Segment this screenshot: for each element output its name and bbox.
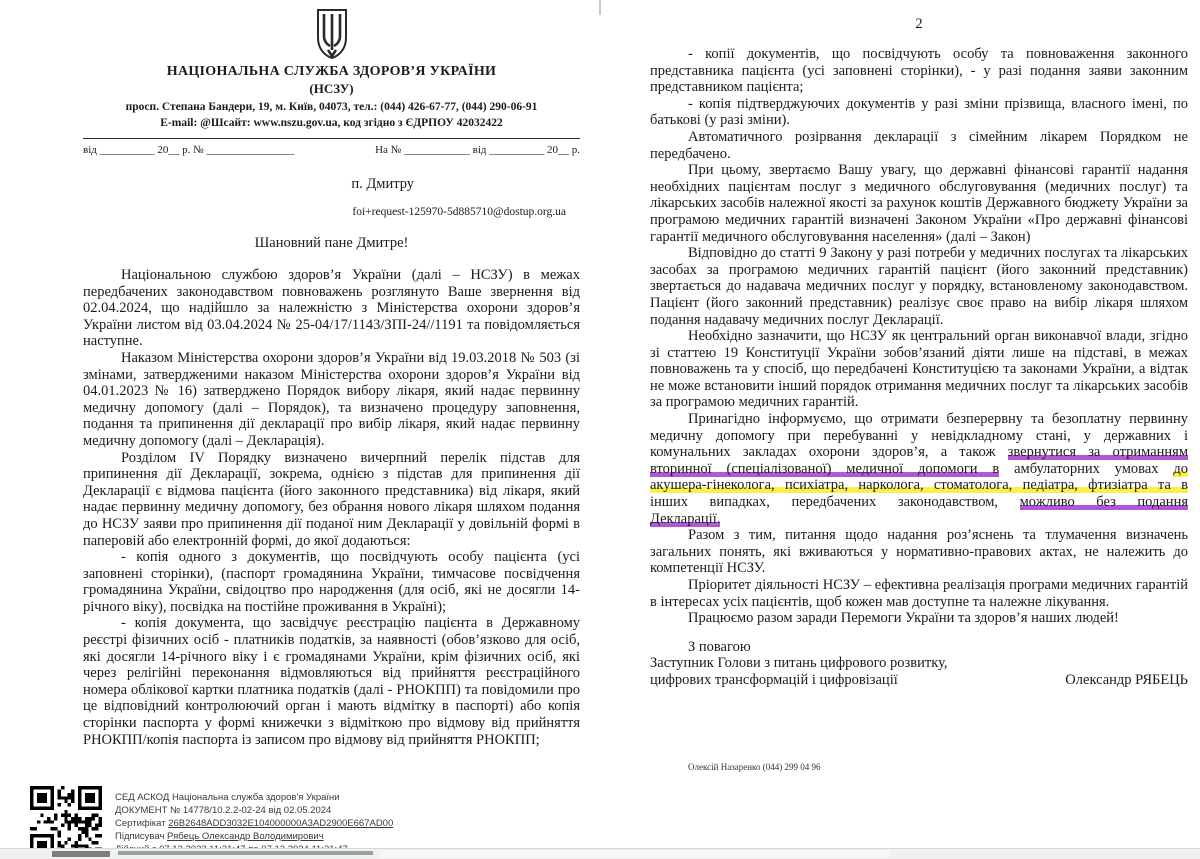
text-line	[650, 511, 1188, 528]
page-2-body	[650, 46, 1188, 627]
ref-outgoing: від __________ 20__ р. № ________________	[83, 144, 295, 156]
scan-artifact	[118, 851, 373, 855]
underlined-value: 26B2648ADD3032E104000000A3AD2900E667AD00	[168, 818, 394, 829]
signature-row	[650, 672, 1188, 689]
org-abbreviation: (НСЗУ)	[309, 81, 354, 96]
page-1-body	[83, 267, 580, 748]
text-segment: Принагідно інформуємо, що отримати безперервну та безоплатну первинну	[688, 411, 1188, 428]
org-email-line: E-mail: @Шсайт: www.nszu.gov.ua, код згідно з ЄДРПОУ 42032422	[160, 117, 503, 129]
stamp-text	[115, 786, 393, 856]
paragraph: Працюємо разом заради Перемоги України та здоров’я наших людей!	[688, 610, 1119, 627]
coat-of-arms-icon	[315, 8, 349, 60]
paragraph: - копія документа, що засвідчує реєстрацію пацієнта в Державному реєстрі фізичних осіб - платників податків, за наявності (обов’язково для осіб, які досягли 14-річного віку і є громадянами України, крім фізичних осіб, які через релігійні переконання відмовляються від прийняття реєстраційного номера облікової картки платника податків (далі - РНОКПП) та повідомили про це відповідний контролюючий орган і мають відмітку в паспорті) або копія сторінки паспорта у формі книжечки з відміткою про відмову від прийняття РНОКПП/копія паспорта із записом про відмову від прийняття РНОКПП;	[83, 615, 580, 748]
text-line	[650, 477, 1188, 494]
page-1	[0, 0, 600, 849]
paragraph: Необхідно зазначити, що НСЗУ як центральний орган виконавчої влади, згідно зі статтею 19 Конституції України зобов’язаний діяти лише на підставі, в межах повноважень та у спосіб, що передбачені Конституцією та законами України, а відтак не може встановити інший порядок отримання медичних послуг та лікарських засобів за програмою медичних гарантій.	[650, 328, 1188, 411]
paragraph: Разом з тим, питання щодо надання роз’яснень та тлумачення визначень загальних понять, які вживаються у нормативно-правових актах, не належить до компетенції НСЗУ.	[650, 527, 1188, 577]
purple-marker-highlight: звернутися за отриманням	[1007, 444, 1188, 461]
org-name: НАЦІОНАЛЬНА СЛУЖБА ЗДОРОВ’Я УКРАЇНИ	[166, 64, 497, 79]
letterhead	[83, 0, 580, 156]
signer-title-line-1: Заступник Голови з питань цифрового розвитку,	[650, 655, 948, 672]
paragraph: При цьому, звертаємо Вашу увагу, що державні фінансові гарантії надання необхідних пацієнтам послуг з медичного обслуговування (медичних послуг) та лікарських засобів належної якості за рахунок коштів Державного бюджету України за програмою медичних гарантій визначені Законом України «Про державні фінансові гарантії медичного обслуговування населення» (далі – Закон)	[650, 162, 1188, 245]
page-number: 2	[915, 16, 923, 32]
text-segment: медичну допомогу при перебуванні у невідкладному стані, у державних і	[650, 427, 1188, 444]
addressee: п. Дмитру	[351, 176, 415, 192]
page-2-content	[650, 0, 1188, 689]
signer-title-line-2: цифрових трансформацій і цифровізації	[650, 671, 898, 688]
contact-person: Олексій Назаренко (044) 299 04 96	[688, 762, 821, 772]
page-1-content	[83, 0, 580, 748]
paragraph: - копії документів, що посвідчують особу та повноваження законного представника пацієнта (усі заповнені сторінки), - у разі подання заяви законним представником пацієнта;	[650, 46, 1188, 96]
stamp-line	[115, 791, 393, 804]
highlighted-paragraph	[650, 411, 1188, 527]
yellow-marker-highlight: акушера-гінеколога, психіатра, нарколога, стоматолога, педіатра, фтизіатра та в	[650, 477, 1188, 494]
page-seam	[599, 0, 601, 15]
salutation: Шановний пане Дмитре!	[254, 235, 409, 251]
scan-artifact	[380, 850, 890, 858]
letterhead-divider	[83, 138, 580, 139]
paragraph: - копія одного з документів, що посвідчують особу пацієнта (усі заповнені сторінки), (паспорт громадянина України, тимчасове посвідчення громадянина України, свідоцтво про народження (для осіб, які не досягли 14-річного віку), посвідка на постійне проживання в Україні);	[83, 549, 580, 615]
purple-marker-highlight: можливо без подання	[1019, 494, 1188, 511]
text-line	[650, 461, 1188, 478]
text-line	[650, 428, 1188, 445]
ref-incoming: На № ____________ від __________ 20__ р.	[375, 144, 580, 156]
text-line	[650, 411, 1188, 428]
stamp-line	[115, 830, 393, 843]
paragraph: Пріоритет діяльності НСЗУ – ефективна реалізація програми медичних гарантій в інтересах усіх пацієнтів, щоб кожен мав доступне та належне лікування.	[650, 577, 1188, 610]
text-segment: амбулаторних умовах	[999, 460, 1174, 477]
closing-block	[650, 639, 1188, 689]
org-address: просп. Степана Бандери, 19, м. Київ, 04073, тел.: (044) 426-67-77, (044) 290-06-91	[125, 101, 538, 113]
scan-artifact	[52, 851, 110, 857]
text-segment: інших випадках, передбачених законодавством,	[650, 494, 1020, 511]
text-segment: комунальних закладах охорони здоров’я, а також	[650, 444, 1008, 461]
paragraph: Автоматичного розірвання декларації з сімейним лікарем Порядком не передбачено.	[650, 128, 1188, 162]
text-line	[650, 494, 1188, 511]
paragraph: Національною службою здоров’я України (далі – НСЗУ) в межах передбачених законодавством повноважень розглянуто Ваше звернення від 02.04.2024, що надійшло за належністю з Міністерства охорони здоров’я України листом від 03.04.2024 № 25-04/17/1143/ЗПІ-24//1191 та повідомляється наступне.	[83, 267, 580, 350]
paragraph: Розділом IV Порядку визначено вичерпний перелік підстав для припинення дії Декларації, зокрема, однією з підстав для припинення дії Декларації є відмова пацієнта (його законного представника) від лікаря, який надає первинну медичну допомогу, без обрання нового лікаря шляхом подання до НСЗУ заяви про припинення дії поданої ним Декларації у довільній формі в паперовій або електронній формі, до якої додаються:	[83, 449, 580, 549]
bottom-strip	[0, 848, 1200, 859]
text-segment: ДОКУМЕНТ № 14778/10.2.2-02-24 від 02.05.2024	[115, 805, 332, 816]
purple-marker-highlight: вторинної (спеціалізованої) медичної допомоги в	[650, 460, 1000, 477]
paragraph: Відповідно до статті 9 Закону у разі потреби у медичних послугах та лікарських засобах за програмою медичних гарантій пацієнт (його законний представник) звертається до надавача медичних послуг у порядку, встановленому законодавством. Пацієнт (його законний представник) реалізує своє право на вибір лікаря шляхом подання надавачу медичних послуг Декларації.	[650, 245, 1188, 328]
text-segment: СЕД АСКОД Національна служба здоров'я України	[115, 792, 340, 803]
paragraph: Наказом Міністерства охорони здоров’я України від 19.03.2018 № 503 (зі змінами, затвердженими наказом Міністерства охорони здоров’я України від 04.01.2023 № 16) затверджено Порядок вибору лікаря, який надає первинну медичну допомогу (далі – Порядок), та визначено процедуру заповнення, подання та припинення дії декларації про вибір лікаря, який надає первинну медичну допомогу (далі – Декларація).	[83, 349, 580, 449]
underlined-value: Рябець Олександр Володимирович	[167, 831, 324, 842]
paragraph: - копія підтверджуючих документів у разі зміни прізвища, власного імені, по батькові (у разі зміни).	[650, 95, 1188, 129]
text-segment: Підписувач	[115, 831, 168, 842]
signer-name: Олександр РЯБЕЦЬ	[1065, 671, 1188, 688]
reference-row	[83, 144, 580, 156]
stamp-line	[115, 804, 393, 817]
yellow-marker-highlight: до	[1173, 460, 1188, 477]
closing-regards: З повагою	[688, 638, 751, 655]
page-2	[600, 0, 1200, 849]
purple-marker-highlight: Декларації.	[650, 510, 721, 527]
text-line	[650, 444, 1188, 461]
addressee-email: foi+request-125970-5d885710@dostup.org.ua	[352, 206, 566, 218]
stamp-line	[115, 817, 393, 830]
text-segment: Сертифікат	[115, 818, 169, 829]
